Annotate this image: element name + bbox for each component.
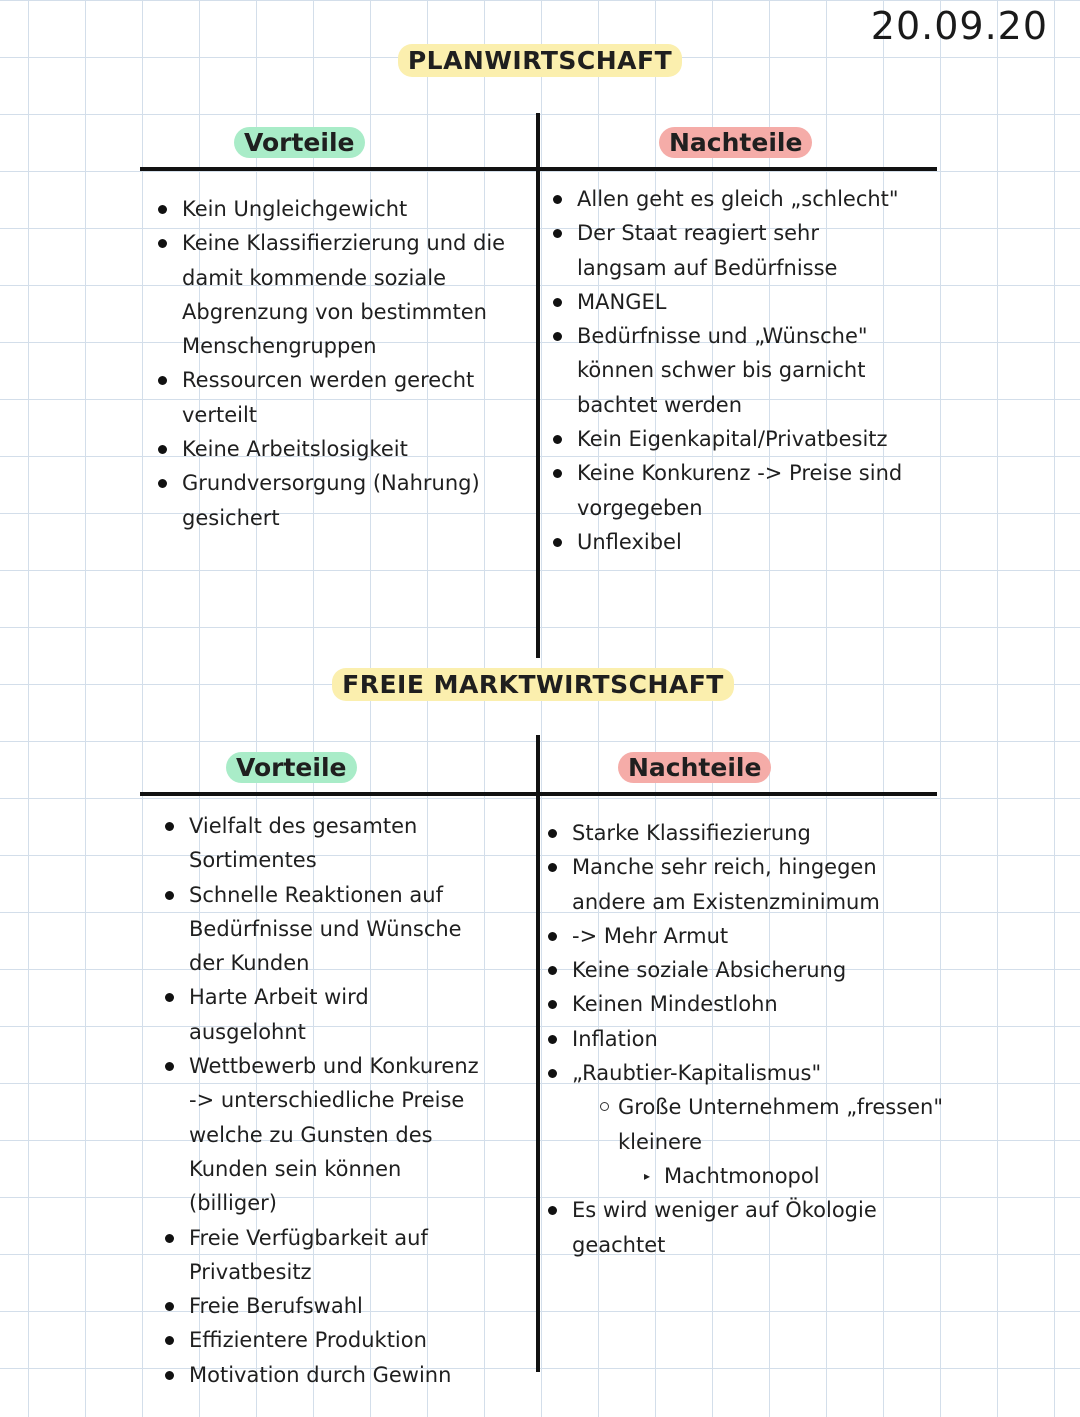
bullet-item: Unflexibel	[553, 525, 943, 559]
market-pros-list	[165, 809, 530, 1392]
continuation-line: Abgrenzung von bestimmten	[182, 299, 487, 324]
plan-title	[0, 46, 1080, 75]
bullet-item: Keine soziale Absicherung	[548, 953, 968, 987]
plan-pros-list	[158, 192, 528, 535]
continuation-line: -> unterschiedliche Preise	[189, 1088, 465, 1113]
continuation-line: langsam auf Bedürfnisse	[577, 255, 838, 280]
date: 20.09.20	[870, 4, 1048, 48]
bullet-item: Vielfalt des gesamten	[165, 809, 530, 843]
continuation-line: andere am Existenzminimum	[572, 889, 880, 914]
bullet-item: Freie Verfügbarkeit auf	[165, 1221, 530, 1255]
continuation-line: Kunden sein können	[189, 1156, 402, 1181]
bullet-item: „Raubtier-Kapitalismus"	[548, 1056, 968, 1090]
continuation-line: können schwer bis garnicht	[577, 358, 866, 383]
continuation-line: Menschengruppen	[182, 334, 377, 359]
bullet-item: Grundversorgung (Nahrung)	[158, 466, 528, 500]
continuation-line: ausgelohnt	[189, 1019, 306, 1044]
continuation-line: Bedürfnisse und Wünsche	[189, 916, 462, 941]
bullet-item: Ressourcen werden gerecht	[158, 363, 528, 397]
bullet-item: Keine Klassifierzierung und die	[158, 226, 528, 260]
plan-cons-header: Nachteile	[659, 127, 812, 158]
continuation-line: damit kommende soziale	[182, 265, 446, 290]
continuation-line: geachtet	[572, 1232, 666, 1257]
market-title	[0, 670, 1073, 699]
continuation-line: der Kunden	[189, 951, 310, 976]
bullet-item: Kein Eigenkapital/Privatbesitz	[553, 422, 943, 456]
plan-title-text: PLANWIRTSCHAFT	[398, 44, 682, 77]
bullet-item: Wettbewerb und Konkurenz	[165, 1049, 530, 1083]
market-table-vertical-rule	[536, 735, 540, 1372]
bullet-item: Manche sehr reich, hingegen	[548, 850, 968, 884]
continuation-line: Sortimentes	[189, 848, 317, 873]
bullet-item: Kein Ungleichgewicht	[158, 192, 528, 226]
bullet-item: Bedürfnisse und „Wünsche"	[553, 319, 943, 353]
market-title-text: FREIE MARKTWIRTSCHAFT	[332, 668, 734, 701]
plan-cons-list	[553, 182, 943, 559]
bullet-item: Keine Arbeitslosigkeit	[158, 432, 528, 466]
bullet-item: Keinen Mindestlohn	[548, 987, 968, 1021]
bullet-item: Motivation durch Gewinn	[165, 1358, 530, 1392]
bullet-item: MANGEL	[553, 285, 943, 319]
sub-item: ▸ Machtmonopol	[548, 1159, 968, 1193]
market-pros-header: Vorteile	[226, 752, 357, 783]
sub-item: Große Unternehmem „fressen"	[548, 1090, 968, 1124]
market-cons-header: Nachteile	[618, 752, 771, 783]
continuation-line: welche zu Gunsten des	[189, 1122, 433, 1147]
market-cons-list	[548, 816, 968, 1262]
bullet-item: Es wird weniger auf Ökologie	[548, 1193, 968, 1227]
bullet-item: -> Mehr Armut	[548, 919, 968, 953]
continuation-line: gesichert	[182, 505, 280, 530]
bullet-item: Inflation	[548, 1022, 968, 1056]
continuation-line: (billiger)	[189, 1191, 277, 1216]
bullet-item: Keine Konkurenz -> Preise sind	[553, 456, 943, 490]
bullet-item: Freie Berufswahl	[165, 1289, 530, 1323]
bullet-item: Harte Arbeit wird	[165, 980, 530, 1014]
continuation-line: verteilt	[182, 402, 258, 427]
sub-item: kleinere	[618, 1129, 703, 1154]
plan-table-vertical-rule	[536, 113, 540, 658]
bullet-item: Effizientere Produktion	[165, 1323, 530, 1357]
continuation-line: vorgegeben	[577, 495, 703, 520]
plan-pros-header: Vorteile	[234, 127, 365, 158]
bullet-item: Schnelle Reaktionen auf	[165, 878, 530, 912]
continuation-line: Privatbesitz	[189, 1259, 312, 1284]
bullet-item: Der Staat reagiert sehr	[553, 216, 943, 250]
bullet-item: Allen geht es gleich „schlecht"	[553, 182, 943, 216]
continuation-line: bachtet werden	[577, 392, 743, 417]
bullet-item: Starke Klassifiezierung	[548, 816, 968, 850]
